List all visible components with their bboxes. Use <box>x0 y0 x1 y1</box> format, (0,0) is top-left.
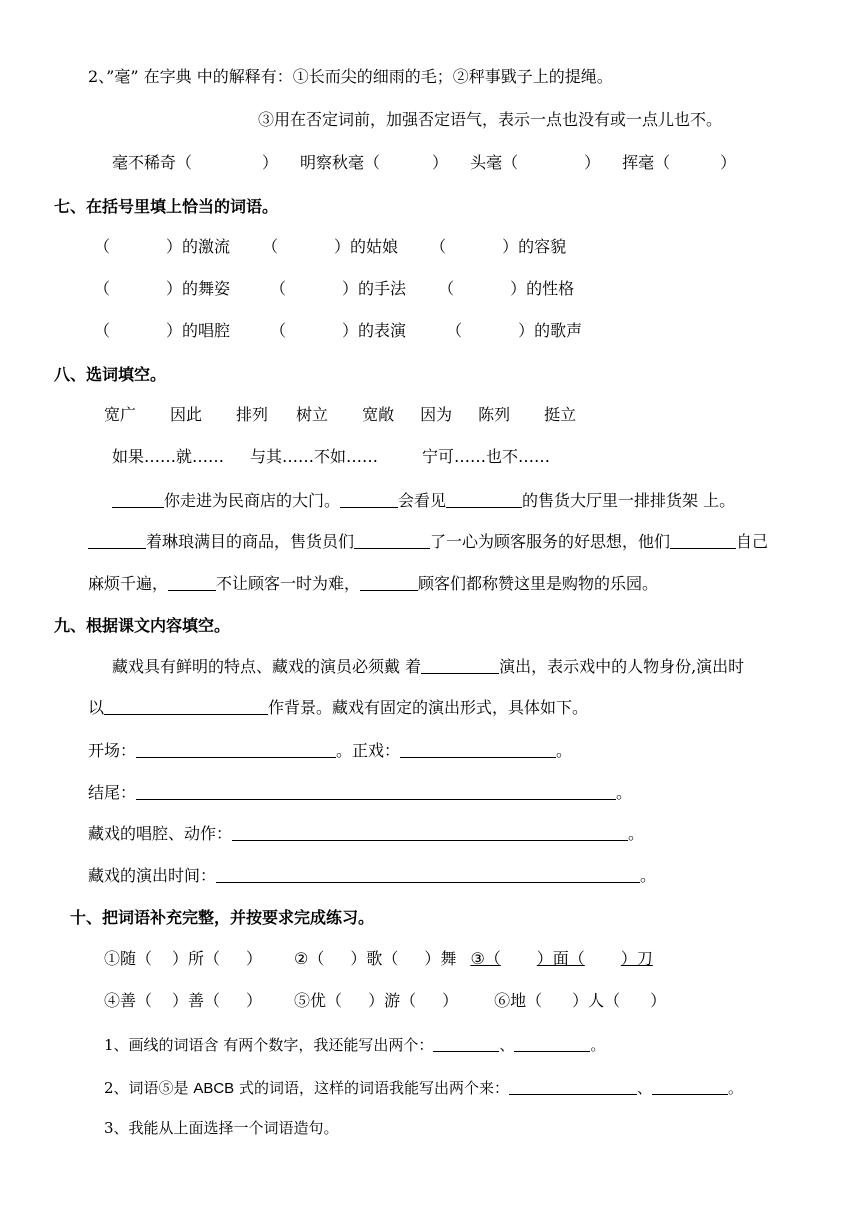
sec10-row-1 <box>104 948 653 970</box>
text: ） <box>442 991 459 1010</box>
text: ③（ <box>470 949 501 968</box>
paren: （ <box>94 321 111 340</box>
text: ④善（ <box>104 991 153 1010</box>
text: 。 <box>590 1036 606 1054</box>
answer-blank[interactable] <box>433 1035 499 1052</box>
text: 藏戏具有鲜明的特点、藏戏的演员必须戴 着 <box>112 657 422 676</box>
text: ）刀 <box>620 949 653 968</box>
text: 麻烦千遍， <box>88 574 169 593</box>
conjunction-bank <box>112 446 550 468</box>
text: 会看见 <box>398 491 447 510</box>
section-10-title <box>70 907 374 929</box>
answer-blank[interactable] <box>88 532 146 549</box>
answer-blank[interactable] <box>340 491 398 508</box>
word: 宽广 <box>104 405 137 424</box>
paren: （ <box>94 237 111 256</box>
underlined-idiom <box>470 949 652 968</box>
text: 的售货大厅里一排排货架 上。 <box>522 491 736 510</box>
sec8-para-1 <box>112 490 735 512</box>
section-7-title <box>54 196 278 218</box>
text: ）善（ <box>172 991 221 1010</box>
answer-blank[interactable] <box>168 574 216 591</box>
paren: （ <box>94 279 111 298</box>
answer-blank[interactable] <box>232 824 628 841</box>
sec10-row-2 <box>104 990 666 1012</box>
text: 着琳琅满目的商品，售货员们 <box>146 532 355 551</box>
phrase: ）的容貌 <box>502 237 567 256</box>
answer-blank[interactable] <box>400 741 556 758</box>
text: ）游（ <box>368 991 417 1010</box>
label: 结尾： <box>88 783 137 802</box>
answer-blank[interactable] <box>446 491 522 508</box>
section-9-title <box>54 615 230 637</box>
section-8-title <box>54 364 166 386</box>
text: ）舞 <box>424 949 457 968</box>
sec9-para-2 <box>88 697 588 719</box>
text: ①随（ <box>104 949 153 968</box>
conjunction: 宁可……也不…… <box>422 447 551 466</box>
sec7-row-2 <box>94 278 574 300</box>
word: 因此 <box>170 405 203 424</box>
item-text: ） <box>584 153 601 172</box>
answer-blank[interactable] <box>112 491 164 508</box>
text: 1、画线的词语含 有两个数字，我还能写出两个： <box>104 1036 434 1054</box>
text: 作背景。藏戏有固定的演出形式，具体如下。 <box>268 698 589 717</box>
word: 陈列 <box>478 405 511 424</box>
text: 顾客们都称赞这里是购物的乐园。 <box>418 574 659 593</box>
label: 。 <box>628 824 645 843</box>
section-title: 七、在括号里填上恰当的词语。 <box>54 197 279 216</box>
paren: （ <box>270 321 287 340</box>
text: 不让顾客一时为难， <box>216 574 361 593</box>
item-text: ） <box>432 153 449 172</box>
answer-blank[interactable] <box>509 1078 637 1095</box>
label: 。 <box>616 783 633 802</box>
word: 排列 <box>236 405 269 424</box>
answer-blank[interactable] <box>421 657 499 674</box>
paren: （ <box>262 237 279 256</box>
sec9-opening <box>88 740 572 762</box>
text: ⑥地（ <box>494 991 543 1010</box>
sec10-q3 <box>104 1117 339 1139</box>
sec8-para-3 <box>88 573 658 595</box>
text: ）面（ <box>536 949 585 968</box>
text: ）人（ <box>572 991 621 1010</box>
sec10-q2 <box>104 1077 743 1100</box>
text: 了一心为顾客服务的好思想，他们 <box>430 532 671 551</box>
text: 3、我能从上面选择一个词语造句。 <box>104 1119 339 1137</box>
word-bank <box>104 404 576 426</box>
section-title: 十、把词语补充完整，并按要求完成练习。 <box>70 908 375 927</box>
text: ⑤优（ <box>294 991 343 1010</box>
answer-blank[interactable] <box>136 741 336 758</box>
word: 树立 <box>296 405 329 424</box>
phrase: ）的手法 <box>342 279 407 298</box>
sec7-row-3 <box>94 320 582 342</box>
conjunction: 如果……就…… <box>112 447 225 466</box>
q6-2-line1 <box>88 66 613 88</box>
item-text: ） <box>262 153 279 172</box>
sec9-para-1 <box>112 656 744 678</box>
item-text: ） <box>720 153 737 172</box>
text: 以 <box>88 698 105 717</box>
text: 你走进为民商店的大门。 <box>164 491 341 510</box>
paren: （ <box>270 279 287 298</box>
phrase: ）的性格 <box>510 279 575 298</box>
q6-2-line2 <box>258 109 722 131</box>
sec9-time <box>88 865 656 887</box>
text: 、 <box>636 1079 652 1097</box>
sec7-row-1 <box>94 236 566 258</box>
q6-2-definition-3: ③用在否定词前，加强否定语气，表示一点也没有或一点儿也不。 <box>258 110 723 129</box>
text: ）所（ <box>172 949 221 968</box>
word: 宽敞 <box>362 405 395 424</box>
sec10-q1 <box>104 1034 605 1056</box>
answer-blank[interactable] <box>104 698 268 715</box>
item-text: 毫不稀奇（ <box>112 153 193 172</box>
section-title: 八、选词填空。 <box>54 365 167 384</box>
text: 式的词语，这样的词语我能写出两个来： <box>234 1079 509 1097</box>
sec9-singing <box>88 823 644 845</box>
label: 藏戏的唱腔、动作： <box>88 824 233 843</box>
text: ） <box>650 991 667 1010</box>
text: ） <box>246 991 263 1010</box>
answer-blank[interactable] <box>354 532 430 549</box>
paren: （ <box>446 321 463 340</box>
text: ）歌（ <box>350 949 399 968</box>
phrase: ）的姑娘 <box>334 237 399 256</box>
phrase: ）的舞姿 <box>166 279 231 298</box>
item-text: 明察秋毫（ <box>300 153 381 172</box>
answer-blank[interactable] <box>216 866 640 883</box>
label: 。 <box>556 741 573 760</box>
answer-blank[interactable] <box>670 532 736 549</box>
text: ABCB <box>193 1080 235 1097</box>
text: 演出，表示戏中的人物身份,演出时 <box>499 657 745 676</box>
label: 。正戏： <box>336 741 401 760</box>
paren: （ <box>438 279 455 298</box>
word: 挺立 <box>544 405 577 424</box>
phrase: ）的表演 <box>342 321 407 340</box>
phrase: ）的激流 <box>166 237 231 256</box>
answer-blank[interactable] <box>360 574 418 591</box>
item-text: 头毫（ <box>470 153 519 172</box>
text: 。 <box>727 1079 743 1097</box>
text: ） <box>246 949 263 968</box>
text: 2、词语⑤是 <box>104 1079 194 1097</box>
answer-blank[interactable] <box>136 783 616 800</box>
phrase: ）的唱腔 <box>166 321 231 340</box>
sec8-para-2 <box>88 531 768 553</box>
q6-2-definition: 2、”毫” 在字典 中的解释有：①长而尖的细雨的毛；②秤事戥子上的提绳。 <box>88 67 613 86</box>
answer-blank[interactable] <box>514 1035 590 1052</box>
word: 因为 <box>420 405 453 424</box>
label: 藏戏的演出时间： <box>88 866 217 885</box>
item-text: 挥毫（ <box>622 153 671 172</box>
section-title: 九、根据课文内容填空。 <box>54 616 231 635</box>
text: 自己 <box>736 532 769 551</box>
text: 、 <box>499 1036 515 1054</box>
label: 。 <box>640 866 657 885</box>
answer-blank[interactable] <box>652 1078 728 1095</box>
text: ②（ <box>294 949 325 968</box>
paren: （ <box>430 237 447 256</box>
q6-2-items <box>112 152 736 174</box>
label: 开场： <box>88 741 137 760</box>
sec9-finale <box>88 782 632 804</box>
conjunction: 与其……不如…… <box>250 447 379 466</box>
phrase: ）的歌声 <box>518 321 583 340</box>
